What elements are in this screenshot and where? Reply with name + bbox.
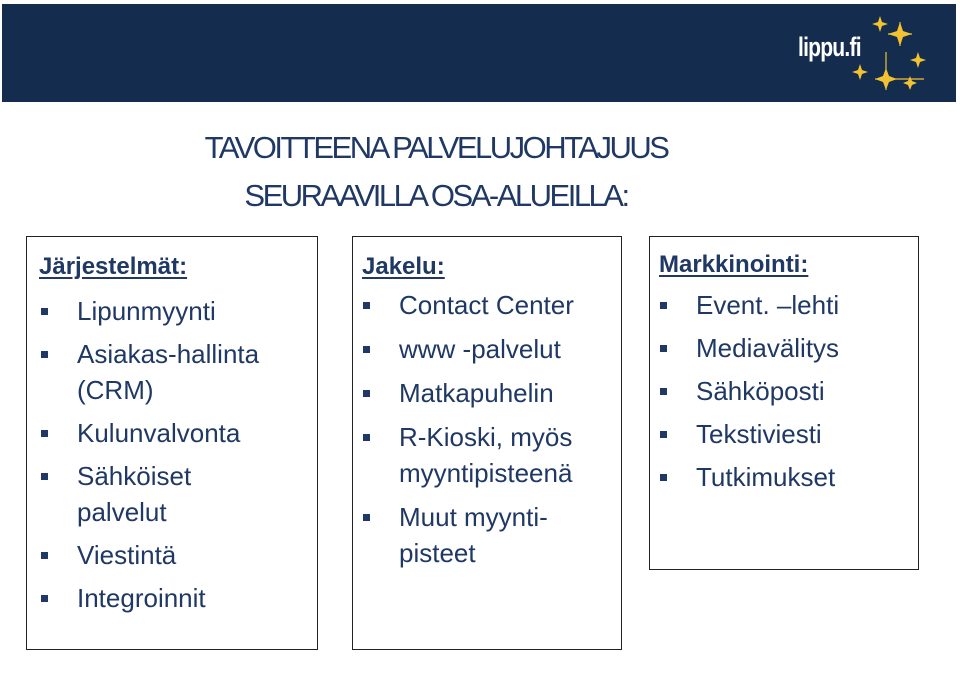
bullet-icon: [363, 302, 370, 309]
bullet-icon: [41, 552, 48, 559]
list-item-text: Asiakas-hallinta: [77, 339, 260, 369]
bullet-icon: [41, 430, 48, 437]
list-item-text: Tutkimukset: [696, 462, 836, 492]
list-item-text-cont: palvelut: [77, 497, 167, 527]
bullet-icon: [660, 302, 667, 309]
list-item: [41, 415, 259, 451]
list-item: [660, 459, 839, 495]
list-item-text: Mediavälitys: [696, 333, 840, 363]
list-item-text: www -palvelut: [399, 334, 561, 364]
bullet-icon: [363, 390, 370, 397]
page-title-line2: SEURAAVILLA OSA-ALUEILLA:: [244, 178, 628, 213]
marketing-heading: Markkinointi:: [659, 251, 809, 278]
list-item: [660, 330, 839, 366]
list-item: [41, 537, 259, 573]
list-item: [363, 419, 574, 491]
list-item-text-cont: (CRM): [77, 375, 154, 405]
list-item-text: Integroinnit: [77, 583, 206, 613]
list-item: [41, 458, 259, 530]
page-title-line1: TAVOITTEENA PALVELUJOHTAJUUS: [204, 130, 668, 165]
list-item-text: Contact Center: [399, 290, 574, 320]
bullet-icon: [363, 346, 370, 353]
marketing-box: [649, 236, 919, 570]
bullet-icon: [660, 431, 667, 438]
list-item: [41, 336, 259, 408]
list-item: [363, 331, 574, 367]
lippu-fi-logo[interactable]: [784, 14, 934, 94]
list-item: [363, 499, 574, 571]
systems-list: [41, 293, 259, 623]
list-item-text: Viestintä: [77, 540, 177, 570]
list-item: [41, 293, 259, 329]
list-item: [363, 287, 574, 323]
marketing-list: [660, 287, 839, 502]
list-item-text: Sähköiset: [77, 461, 192, 491]
bullet-icon: [41, 351, 48, 358]
list-item-text: Event. –lehti: [696, 290, 840, 320]
list-item: [41, 580, 259, 616]
bullet-icon: [41, 473, 48, 480]
systems-box: [26, 236, 318, 650]
list-item-text: Tekstiviesti: [696, 419, 822, 449]
list-item-text: Sähköposti: [696, 376, 825, 406]
list-item-text-cont: pisteet: [399, 538, 476, 568]
bullet-icon: [41, 308, 48, 315]
bullet-icon: [660, 388, 667, 395]
list-item-text: Muut myynti-: [399, 502, 548, 532]
list-item: [660, 287, 839, 323]
distribution-heading: Jakelu:: [362, 253, 445, 280]
list-item-text: Matkapuhelin: [399, 378, 554, 408]
list-item: [363, 375, 574, 411]
distribution-list: [363, 287, 574, 579]
list-item-text: Lipunmyynti: [77, 296, 216, 326]
distribution-box: [352, 236, 622, 650]
header-banner: [2, 4, 956, 102]
list-item-text: R-Kioski, myös: [399, 422, 573, 452]
systems-heading: Järjestelmät:: [39, 253, 188, 280]
bullet-icon: [660, 345, 667, 352]
logo-text: lippu.fi: [798, 32, 861, 62]
bullet-icon: [363, 514, 370, 521]
list-item: [660, 373, 839, 409]
bullet-icon: [41, 595, 48, 602]
list-item-text: Kulunvalvonta: [77, 418, 241, 448]
list-item: [660, 416, 839, 452]
list-item-text-cont: myyntipisteenä: [399, 458, 573, 488]
bullet-icon: [363, 434, 370, 441]
bullet-icon: [660, 474, 667, 481]
